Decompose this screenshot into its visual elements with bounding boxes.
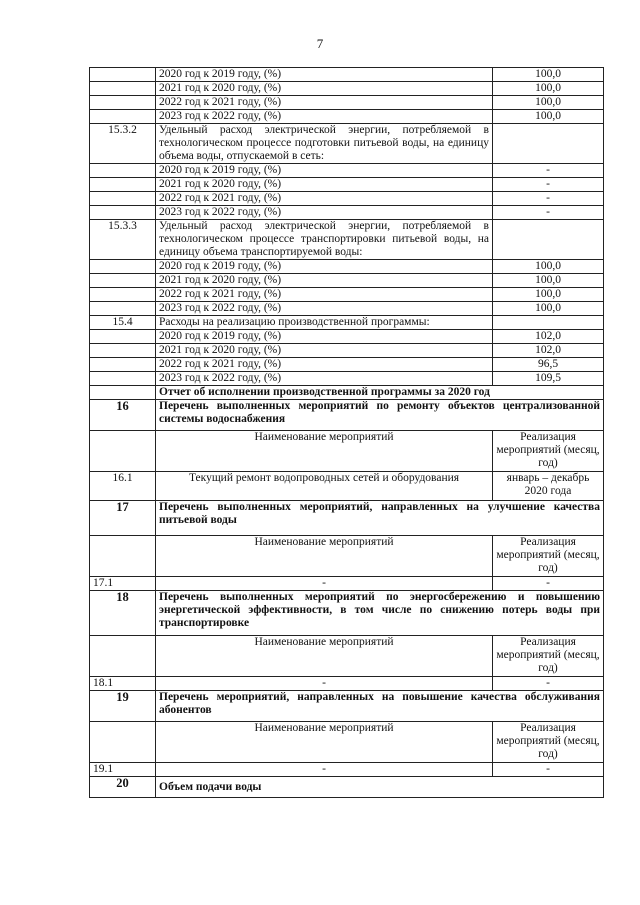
table-row xyxy=(90,260,604,274)
section-number: 20 xyxy=(90,777,156,798)
section-number: 15.4 xyxy=(90,316,156,330)
table-row xyxy=(90,110,604,124)
table-row xyxy=(90,302,604,316)
table-row xyxy=(90,164,604,178)
column-header-implementation: Реализация мероприятий (месяц, год) xyxy=(493,431,604,472)
row-value: 100,0 xyxy=(493,302,604,316)
row-value: 96,5 xyxy=(493,358,604,372)
section-header-row xyxy=(90,400,604,431)
column-header-row xyxy=(90,636,604,677)
column-header-event: Наименование мероприятий xyxy=(156,536,493,577)
row-value: 100,0 xyxy=(493,96,604,110)
table-row xyxy=(90,330,604,344)
table-row xyxy=(90,274,604,288)
section-number: 16 xyxy=(90,400,156,431)
document-table xyxy=(89,67,604,798)
table-row xyxy=(90,677,604,691)
section-number: 17 xyxy=(90,501,156,536)
row-number xyxy=(90,260,156,274)
row-value: 100,0 xyxy=(493,288,604,302)
row-value xyxy=(493,316,604,330)
row-value: - xyxy=(493,206,604,220)
row-value: 109,5 xyxy=(493,372,604,386)
row-text: 2022 год к 2021 году, (%) xyxy=(156,96,493,110)
section-header-row xyxy=(90,691,604,722)
report-title-row xyxy=(90,386,604,400)
table-row xyxy=(90,472,604,501)
row-number xyxy=(90,431,156,472)
row-text: 2022 год к 2021 году, (%) xyxy=(156,288,493,302)
row-number xyxy=(90,330,156,344)
row-number xyxy=(90,386,156,400)
section-description: Расходы на реализацию производственной программы: xyxy=(156,316,493,330)
table-row xyxy=(90,577,604,591)
section-row xyxy=(90,316,604,330)
row-text: 2023 год к 2022 году, (%) xyxy=(156,206,493,220)
section-row xyxy=(90,124,604,164)
section-header-row xyxy=(90,777,604,798)
row-value xyxy=(493,124,604,164)
row-number xyxy=(90,82,156,96)
row-number xyxy=(90,722,156,763)
item-value: январь – декабрь 2020 года xyxy=(493,472,604,501)
row-text: 2021 год к 2020 году, (%) xyxy=(156,82,493,96)
section-number: 19 xyxy=(90,691,156,722)
row-text: 2020 год к 2019 году, (%) xyxy=(156,68,493,82)
section-row xyxy=(90,220,604,260)
item-text: - xyxy=(156,763,493,777)
table-row xyxy=(90,96,604,110)
column-header-row xyxy=(90,722,604,763)
row-text: 2023 год к 2022 году, (%) xyxy=(156,372,493,386)
row-text: 2022 год к 2021 году, (%) xyxy=(156,192,493,206)
column-header-row xyxy=(90,536,604,577)
table-row xyxy=(90,82,604,96)
item-value: - xyxy=(493,677,604,691)
column-header-implementation: Реализация мероприятий (месяц, год) xyxy=(493,636,604,677)
row-value: 100,0 xyxy=(493,260,604,274)
section-title: Объем подачи воды xyxy=(156,777,604,798)
table-row xyxy=(90,206,604,220)
row-number xyxy=(90,68,156,82)
table-row xyxy=(90,763,604,777)
row-text: 2021 год к 2020 году, (%) xyxy=(156,178,493,192)
row-number xyxy=(90,164,156,178)
section-header-row xyxy=(90,591,604,636)
column-header-event: Наименование мероприятий xyxy=(156,636,493,677)
row-text: 2021 год к 2020 году, (%) xyxy=(156,344,493,358)
column-header-implementation: Реализация мероприятий (месяц, год) xyxy=(493,536,604,577)
section-title: Перечень выполненных мероприятий по ремонту объектов централизованной системы водоснабжения xyxy=(156,400,604,431)
row-number xyxy=(90,636,156,677)
row-number xyxy=(90,358,156,372)
item-number: 19.1 xyxy=(90,763,156,777)
row-value: 100,0 xyxy=(493,274,604,288)
table-row xyxy=(90,178,604,192)
column-header-event: Наименование мероприятий xyxy=(156,722,493,763)
item-text: - xyxy=(156,677,493,691)
row-text: 2020 год к 2019 году, (%) xyxy=(156,330,493,344)
row-number xyxy=(90,344,156,358)
row-number xyxy=(90,192,156,206)
item-number: 16.1 xyxy=(90,472,156,501)
row-number xyxy=(90,288,156,302)
table-row xyxy=(90,288,604,302)
row-value: 100,0 xyxy=(493,68,604,82)
section-title: Перечень выполненных мероприятий, направленных на улучшение качества питьевой воды xyxy=(156,501,604,536)
row-text: 2020 год к 2019 году, (%) xyxy=(156,164,493,178)
report-title: Отчет об исполнении производственной программы за 2020 год xyxy=(156,386,604,400)
item-number: 18.1 xyxy=(90,677,156,691)
column-header-implementation: Реализация мероприятий (месяц, год) xyxy=(493,722,604,763)
row-value: 102,0 xyxy=(493,344,604,358)
row-value: 102,0 xyxy=(493,330,604,344)
item-value: - xyxy=(493,763,604,777)
row-value xyxy=(493,220,604,260)
section-title: Перечень мероприятий, направленных на повышение качества обслуживания абонентов xyxy=(156,691,604,722)
section-description: Удельный расход электрической энергии, потребляемой в технологическом процессе транспортировки питьевой воды, на единицу объема транспортируемой воды: xyxy=(156,220,493,260)
table-row xyxy=(90,372,604,386)
item-text: Текущий ремонт водопроводных сетей и оборудования xyxy=(156,472,493,501)
section-header-row xyxy=(90,501,604,536)
table-row xyxy=(90,68,604,82)
table-row xyxy=(90,344,604,358)
row-text: 2022 год к 2021 году, (%) xyxy=(156,358,493,372)
row-text: 2023 год к 2022 году, (%) xyxy=(156,302,493,316)
item-value: - xyxy=(493,577,604,591)
row-number xyxy=(90,110,156,124)
row-number xyxy=(90,178,156,192)
row-value: - xyxy=(493,192,604,206)
row-number xyxy=(90,536,156,577)
table-row xyxy=(90,192,604,206)
row-value: - xyxy=(493,164,604,178)
row-number xyxy=(90,274,156,288)
row-number xyxy=(90,96,156,110)
page-number: 7 xyxy=(316,36,324,51)
row-text: 2023 год к 2022 году, (%) xyxy=(156,110,493,124)
column-header-event: Наименование мероприятий xyxy=(156,431,493,472)
section-number: 15.3.3 xyxy=(90,220,156,260)
row-text: 2021 год к 2020 году, (%) xyxy=(156,274,493,288)
row-text: 2020 год к 2019 году, (%) xyxy=(156,260,493,274)
row-number xyxy=(90,372,156,386)
section-number: 15.3.2 xyxy=(90,124,156,164)
row-value: - xyxy=(493,178,604,192)
item-text: - xyxy=(156,577,493,591)
row-number xyxy=(90,302,156,316)
section-number: 18 xyxy=(90,591,156,636)
table-row xyxy=(90,358,604,372)
row-value: 100,0 xyxy=(493,110,604,124)
row-number xyxy=(90,206,156,220)
section-description: Удельный расход электрической энергии, потребляемой в технологическом процессе подготовки питьевой воды, на единицу объема воды, отпускаемой в сеть: xyxy=(156,124,493,164)
item-number: 17.1 xyxy=(90,577,156,591)
row-value: 100,0 xyxy=(493,82,604,96)
column-header-row xyxy=(90,431,604,472)
section-title: Перечень выполненных мероприятий по энергосбережению и повышению энергетической эффективности, в том числе по снижению потерь воды при транспортировке xyxy=(156,591,604,636)
